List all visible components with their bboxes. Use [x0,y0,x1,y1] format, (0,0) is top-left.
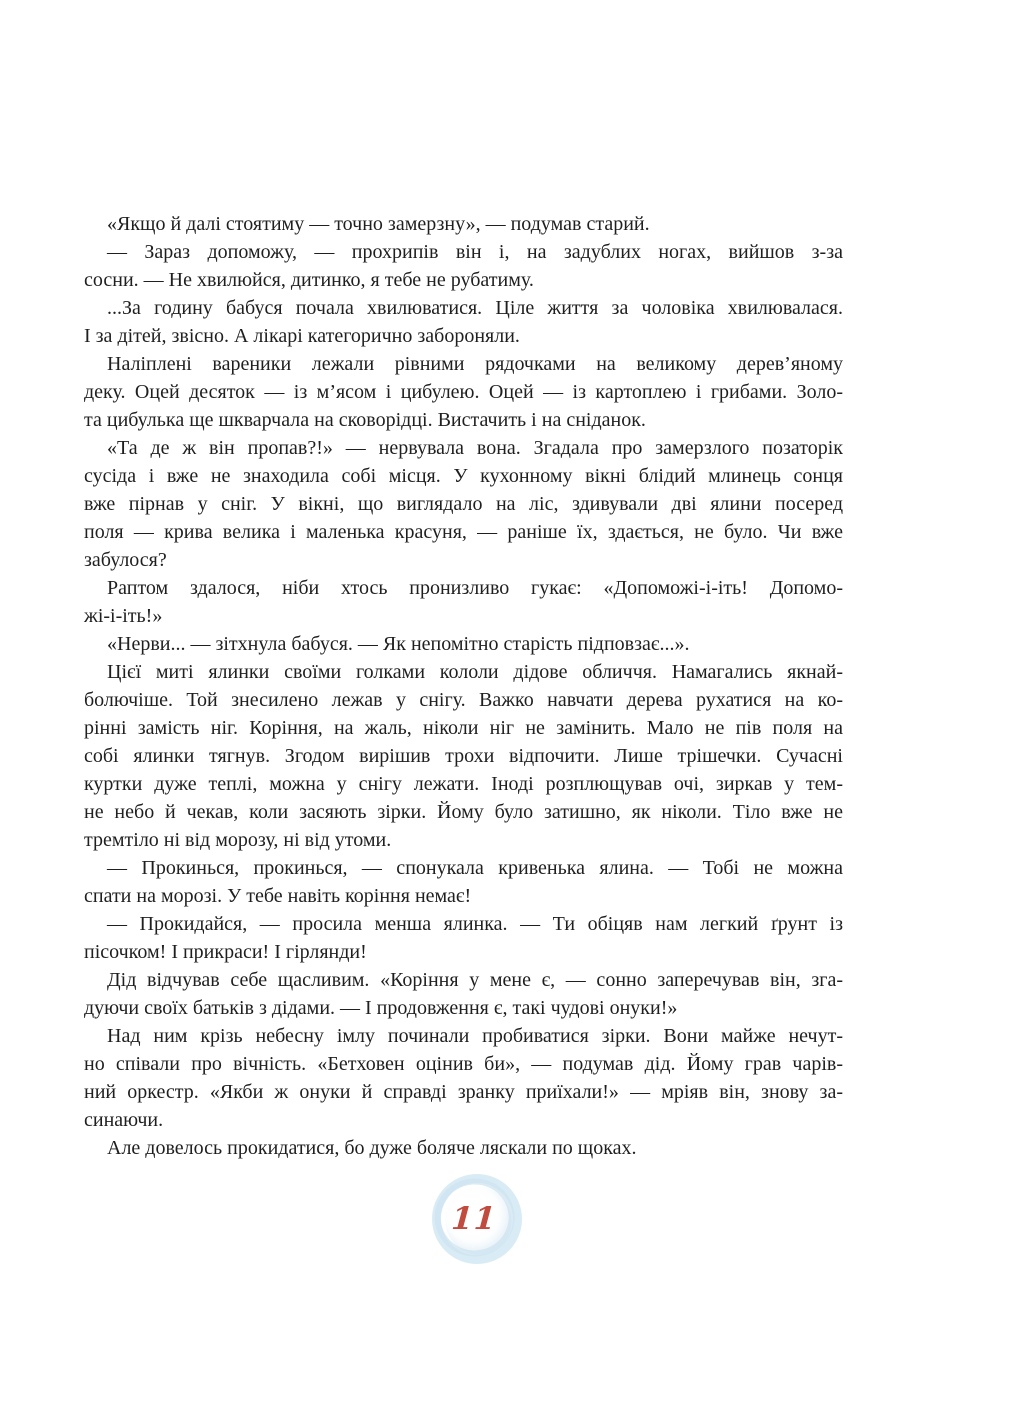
paragraph [84,210,843,238]
text-line: Але довелось прокидатися, бо дуже боляче ляскали по щоках. [107,1137,637,1159]
text-line: собі ялинки тягнув. Згодом вирішив трохи відпочити. Лише трішечки. Сучасні [84,745,843,767]
text-line: но співали про вічність. «Бетховен оцінив би», — подумав дід. Йому грав чарів- [84,1053,843,1075]
text-line: «Нерви... — зітхнула бабуся. — Як непомітно старість підповзає...». [107,633,690,655]
text-line: — Прокидайся, — просила менша ялинка. — Ти обіцяв нам легкий ґрунт із [107,913,843,935]
text-line: ний оркестр. «Якби ж онуки й справді зранку приїхали!» — мріяв він, знову за- [84,1081,843,1103]
text-line: «Якщо й далі стоятиму — точно замерзну», — подумав старий. [107,213,650,235]
paragraph [84,434,843,574]
text-line: болючіше. Той знесилено лежав у снігу. Важко навчати дерева рухатися на ко- [84,689,843,711]
paragraph [84,1134,843,1162]
paragraph [84,350,843,434]
text-line: — Зараз допоможу, — прохрипів він і, на задублих ногах, вийшов з-за [107,241,843,263]
paragraph [84,966,843,1022]
text-line: вже пірнав у сніг. У вікні, що виглядало на ліс, здивували дві ялини посеред [84,493,843,515]
text-line: пісочком! І прикраси! І гірлянди! [84,941,367,963]
paragraph [84,630,843,658]
text-line: Наліплені вареники лежали рівними рядочками на великому дерев’яному [107,353,843,375]
text-line: сусіда і вже не знаходила собі місця. У кухонному вікні блідий млинець сонця [84,465,843,487]
text-line: І за дітей, звісно. А лікарі категорично забороняли. [84,325,520,347]
text-line: сосни. — Не хвилюйся, дитинко, я тебе не рубатиму. [84,269,534,291]
text-line: — Прокинься, прокинься, — спонукала кривенька ялина. — Тобі не можна [107,857,843,879]
paragraph [84,910,843,966]
paragraph [84,854,843,910]
page-number: 11 [450,1201,498,1237]
text-line: Раптом здалося, ніби хтось пронизливо гукає: «Допоможі-і-іть! Допомо- [107,577,843,599]
text-line: деку. Оцей десяток — із м’ясом і цибулею. Оцей — із картоплею і грибами. Золо- [84,381,843,403]
text-line: ...За годину бабуся почала хвилюватися. Ціле життя за чоловіка хвилювалася. [107,297,843,319]
text-line: Цієї миті ялинки своїми голками кололи дідове обличчя. Намагались якнай- [107,661,843,683]
page-number-badge [430,1172,524,1266]
text-line: тремтіло ні від морозу, ні від утоми. [84,829,392,851]
text-line: синаючи. [84,1109,164,1131]
text-line: спати на морозі. У тебе навіть коріння немає! [84,885,472,907]
paragraph [84,1022,843,1134]
text-line: Дід відчував себе щасливим. «Коріння у мене є, — сонно заперечував він, зга- [107,969,843,991]
text-line: та цибулька ще шкварчала на сковорідці. Вистачить і на сніданок. [84,409,646,431]
paragraph [84,294,843,350]
text-line: не небо й чекав, коли засяють зірки. Йому було затишно, як ніколи. Тіло вже не [84,801,843,823]
page-text [84,210,843,1162]
text-line: куртки дуже теплі, можна у снігу лежати. Іноді розплющував очі, зиркав у тем- [84,773,843,795]
text-line: рінні замість ніг. Коріння, на жаль, ніколи ніг не замінить. Мало не пів поля на [84,717,843,739]
text-line: «Та де ж він пропав?!» — нервувала вона. Згадала про замерзлого позаторік [107,437,843,459]
text-line: Над ним крізь небесну імлу починали пробиватися зірки. Вони майже нечут- [107,1025,843,1047]
paragraph [84,574,843,630]
paragraph [84,238,843,294]
text-line: жі-і-іть!» [84,605,163,627]
text-line: поля — крива велика і маленька красуня, — раніше їх, здається, не було. Чи вже [84,521,843,543]
paragraph [84,658,843,854]
text-line: забулося? [84,549,167,571]
text-line: дуючи своїх батьків з дідами. — І продовження є, такі чудові онуки!» [84,997,678,1019]
